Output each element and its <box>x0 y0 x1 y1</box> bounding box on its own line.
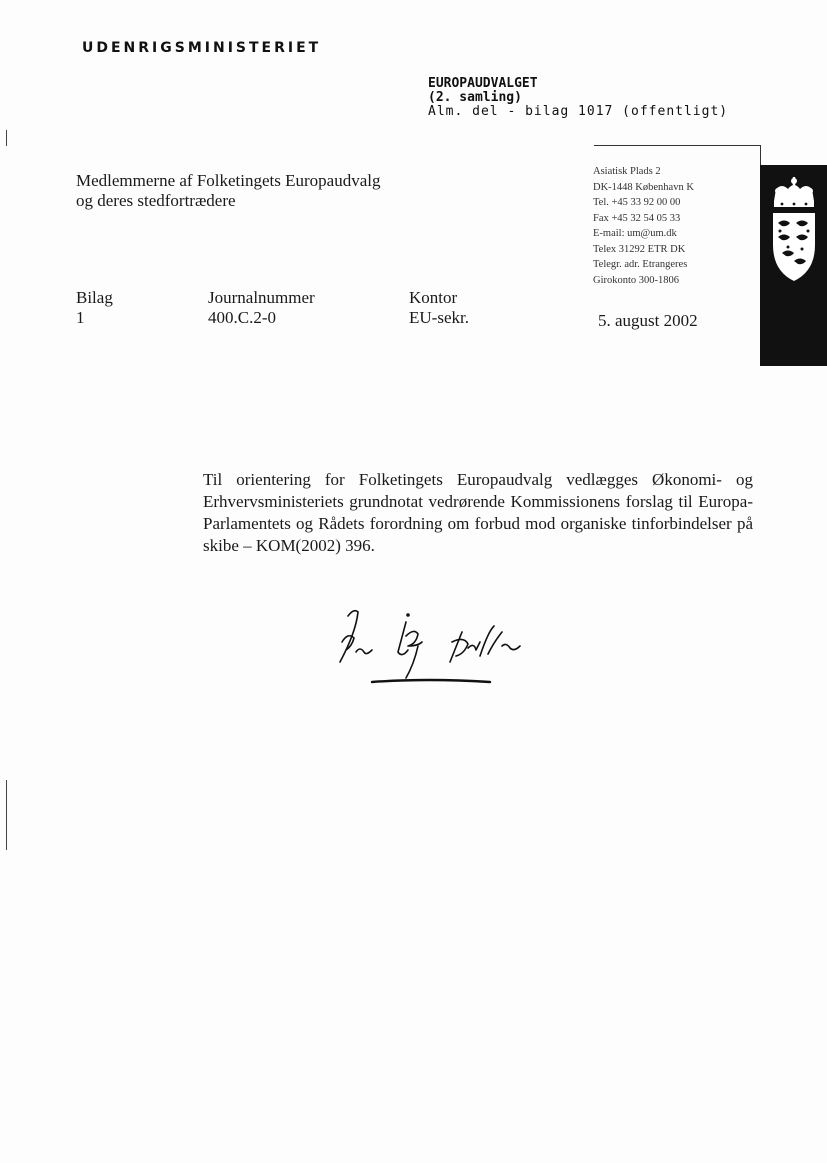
body-paragraph: Til orientering for Folketingets Europaudvalg vedlægges Økonomi- og Erhvervsministeriets grundnotat vedrørende Kommissionens forslag til Europa-Parlamentets og Rådets forordning om forbud mod organiske tinforbindelser på skibe – KOM(2002) 396. <box>203 470 753 555</box>
stamp-line-2: (2. samling) <box>428 90 522 105</box>
handwritten-signature <box>318 602 558 692</box>
kontor-label: Kontor <box>409 288 458 307</box>
address-rule-vertical <box>760 145 761 167</box>
margin-mark <box>6 780 7 850</box>
letter-date: 5. august 2002 <box>598 311 698 330</box>
bilag-field <box>76 288 113 328</box>
address-line: Tel. +45 33 92 00 00 <box>593 197 681 208</box>
address-line: DK-1448 København K <box>593 181 694 193</box>
recipient-line-2: og deres stedfortrædere <box>76 191 236 210</box>
address-rule <box>594 145 760 146</box>
stamp-line-1: EUROPAUDVALGET <box>428 76 538 91</box>
address-line: E-mail: um@um.dk <box>593 228 677 239</box>
bilag-label: Bilag <box>76 288 113 307</box>
journal-field <box>208 288 315 328</box>
royal-crest-icon <box>768 175 820 285</box>
stamp-line-3: Alm. del - bilag 1017 (offentligt) <box>428 104 729 119</box>
recipient-line-1: Medlemmerne af Folketingets Europaudvalg <box>76 171 381 190</box>
journal-value: 400.C.2-0 <box>208 308 276 327</box>
archive-stamp <box>428 77 728 119</box>
address-line: Asiatisk Plads 2 <box>593 166 661 177</box>
journal-label: Journalnummer <box>208 288 315 307</box>
address-line: Telex 31292 ETR DK <box>593 243 686 255</box>
address-line: Fax +45 32 54 05 33 <box>593 212 681 224</box>
sender-address <box>593 164 694 288</box>
address-line: Girokonto 300-1806 <box>593 274 680 286</box>
kontor-field <box>409 288 469 328</box>
address-line: Telegr. adr. Etrangeres <box>593 259 688 270</box>
kontor-value: EU-sekr. <box>409 308 469 327</box>
recipient-block <box>76 171 381 211</box>
ministry-name: UDENRIGSMINISTERIET <box>82 40 322 56</box>
margin-mark <box>6 130 7 146</box>
bilag-value: 1 <box>76 308 85 327</box>
